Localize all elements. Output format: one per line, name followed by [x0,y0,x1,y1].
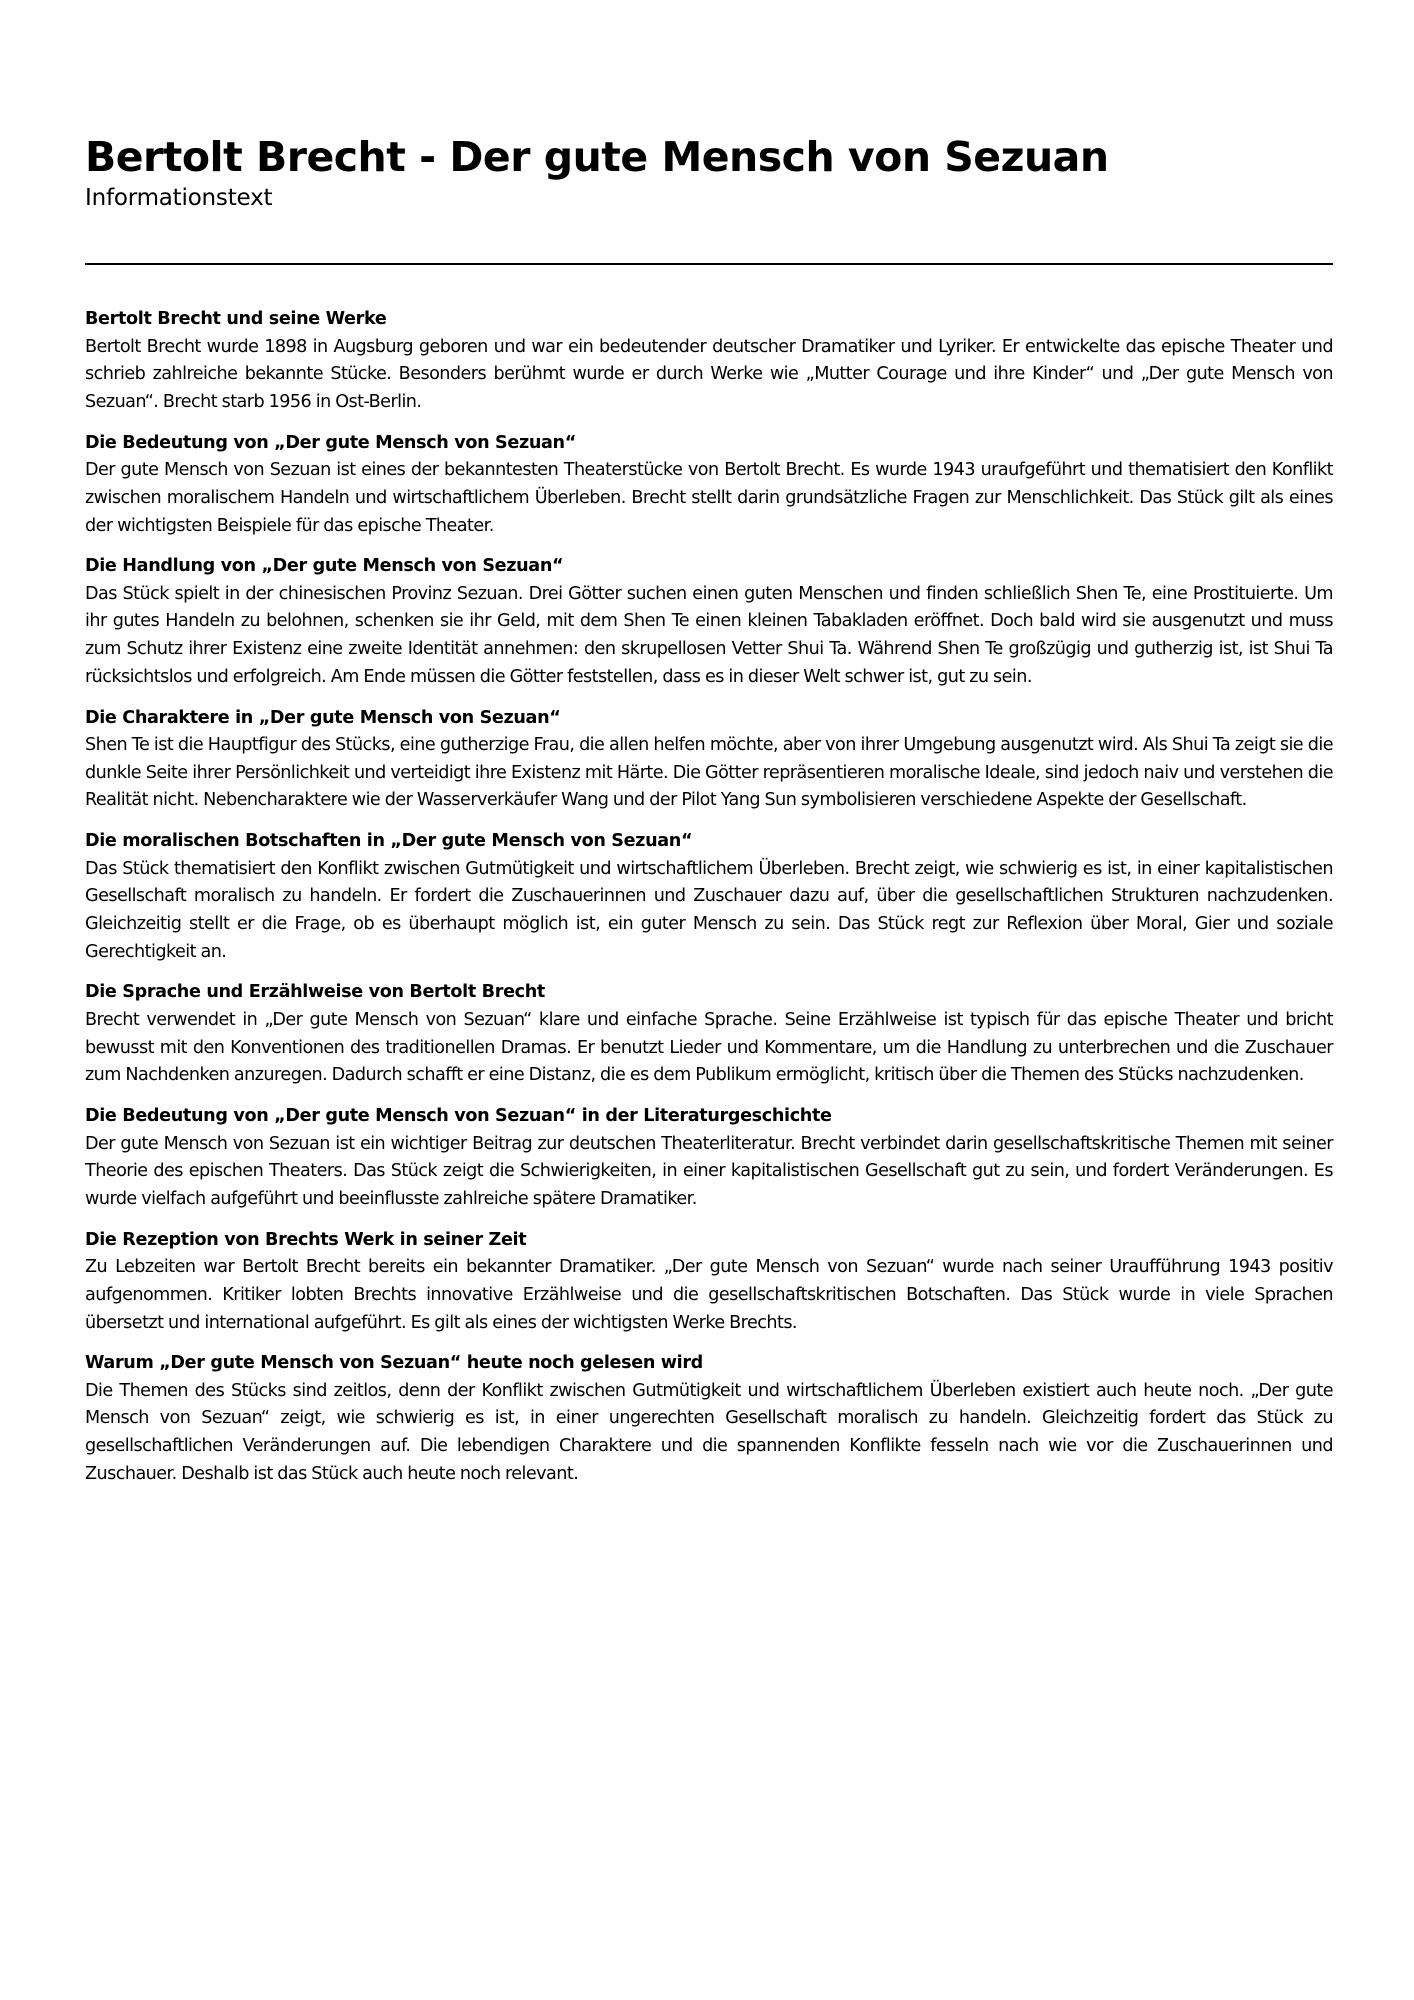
section-heading: Bertolt Brecht und seine Werke [85,309,387,329]
section-significance [85,430,1333,541]
section-moral-messages [85,828,1333,966]
sections-container [85,306,1333,1489]
section-heading: Die Handlung von „Der gute Mensch von Sezuan“ [85,556,564,577]
section-body: Der gute Mensch von Sezuan ist ein wichtiger Beitrag zur deutschen Theaterliteratur. Brecht verbindet darin gesellschaftskritische Themen mit seiner Theorie des epischen Theaters. Das Stück zeigt die Schwierigkeiten, in einer kapitalistischen Gesellschaft gut zu sein, und fordert Veränderungen. Es wurde vielfach aufgeführt und beeinflusste zahlreiche spätere Dramatiker. [85,1133,1333,1209]
document-subtitle: Informationstext [85,185,273,211]
title-divider [85,263,1333,265]
section-body: Das Stück thematisiert den Konflikt zwischen Gutmütigkeit und wirtschaftlichem Überleben. Brecht zeigt, wie schwierig es ist, in einer kapitalistischen Gesellschaft moralisch zu handeln. Er fordert die Zuschauerinnen und Zuschauer dazu auf, über die gesellschaftlichen Strukturen nachzudenken. Gleichzeitig stellt er die Frage, ob es überhaupt möglich ist, ein guter Mensch zu sein. Das Stück regt zur Reflexion über Moral, Gier und soziale Gerechtigkeit an. [85,858,1333,962]
section-brecht-works [85,306,1333,417]
section-body: Zu Lebzeiten war Bertolt Brecht bereits ein bekannter Dramatiker. „Der gute Mensch von Sezuan“ wurde nach seiner Uraufführung 1943 positiv aufgenommen. Kritiker lobten Brechts innovative Erzählweise und die gesellschaftskritischen Botschaften. Das Stück wurde in viele Sprachen übersetzt und international aufgeführt. Es gilt als eines der wichtigsten Werke Brechts. [85,1257,1333,1333]
section-heading: Die Sprache und Erzählweise von Bertolt Brecht [85,982,545,1003]
section-characters [85,705,1333,816]
section-body: Shen Te ist die Hauptfigur des Stücks, eine gutherzige Frau, die allen helfen möchte, aber von ihrer Umgebung ausgenutzt wird. Als Shui Ta zeigt sie die dunkle Seite ihrer Persönlichkeit und verteidigt ihre Existenz mit Härte. Die Götter repräsentieren moralische Ideale, sind jedoch naiv und verstehen die Realität nicht. Nebencharaktere wie der Wasserverkäufer Wang und der Pilot Yang Sun symbolisieren verschiedene Aspekte der Gesellschaft. [85,735,1333,811]
section-body: Bertolt Brecht wurde 1898 in Augsburg geboren und war ein bedeutender deutscher Dramatiker und Lyriker. Er entwickelte das epische Theater und schrieb zahlreiche bekannte Stücke. Besonders berühmt wurde er durch Werke wie „Mutter Courage und ihre Kinder“ und „Der gute Mensch von Sezuan“. Brecht starb 1956 in Ost-Berlin. [85,336,1333,412]
section-relevance-today [85,1350,1333,1488]
document-page [85,132,1333,1502]
document-title: Bertolt Brecht - Der gute Mensch von Sezuan [85,133,1109,181]
section-reception [85,1227,1333,1338]
section-heading: Die Rezeption von Brechts Werk in seiner Zeit [85,1229,527,1250]
section-literary-history [85,1103,1333,1214]
section-heading: Die Bedeutung von „Der gute Mensch von Sezuan“ [85,432,576,453]
section-body: Der gute Mensch von Sezuan ist eines der bekanntesten Theaterstücke von Bertolt Brecht. Es wurde 1943 uraufgeführt und thematisiert den Konflikt zwischen moralischem Handeln und wirtschaftlichem Überleben. Brecht stellt darin grundsätzliche Fragen zur Menschlichkeit. Das Stück gilt als eines der wichtigsten Beispiele für das epische Theater. [85,460,1333,536]
section-heading: Die Bedeutung von „Der gute Mensch von Sezuan“ in der Literaturgeschichte [85,1106,832,1127]
section-heading: Die moralischen Botschaften in „Der gute Mensch von Sezuan“ [85,831,693,852]
section-language-style [85,979,1333,1090]
section-body: Das Stück spielt in der chinesischen Provinz Sezuan. Drei Götter suchen einen guten Menschen und finden schließlich Shen Te, eine Prostituierte. Um ihr gutes Handeln zu belohnen, schenken sie ihr Geld, mit dem Shen Te einen kleinen Tabakladen eröffnet. Doch bald wird sie ausgenutzt und muss zum Schutz ihrer Existenz eine zweite Identität annehmen: den skrupellosen Vetter Shui Ta. Während Shen Te großzügig und gutherzig ist, ist Shui Ta rücksichtslos und erfolgreich. Am Ende müssen die Götter feststellen, dass es in dieser Welt schwer ist, gut zu sein. [85,583,1333,687]
section-heading: Warum „Der gute Mensch von Sezuan“ heute noch gelesen wird [85,1353,703,1374]
section-body: Die Themen des Stücks sind zeitlos, denn der Konflikt zwischen Gutmütigkeit und wirtschaftlichem Überleben existiert auch heute noch. „Der gute Mensch von Sezuan“ zeigt, wie schwierig es ist, in einer ungerechten Gesellschaft moralisch zu handeln. Gleichzeitig fordert das Stück zu gesellschaftlichen Veränderungen auf. Die lebendigen Charaktere und die spannenden Konflikte fesseln nach wie vor die Zuschauerinnen und Zuschauer. Deshalb ist das Stück auch heute noch relevant. [85,1380,1333,1484]
section-heading: Die Charaktere in „Der gute Mensch von Sezuan“ [85,707,561,728]
section-plot [85,553,1333,691]
section-body: Brecht verwendet in „Der gute Mensch von Sezuan“ klare und einfache Sprache. Seine Erzählweise ist typisch für das epische Theater und bricht bewusst mit den Konventionen des traditionellen Dramas. Er benutzt Lieder und Kommentare, um die Handlung zu unterbrechen und die Zuschauer zum Nachdenken anzuregen. Dadurch schafft er eine Distanz, die es dem Publikum ermöglicht, kritisch über die Themen des Stücks nachzudenken. [85,1009,1333,1086]
